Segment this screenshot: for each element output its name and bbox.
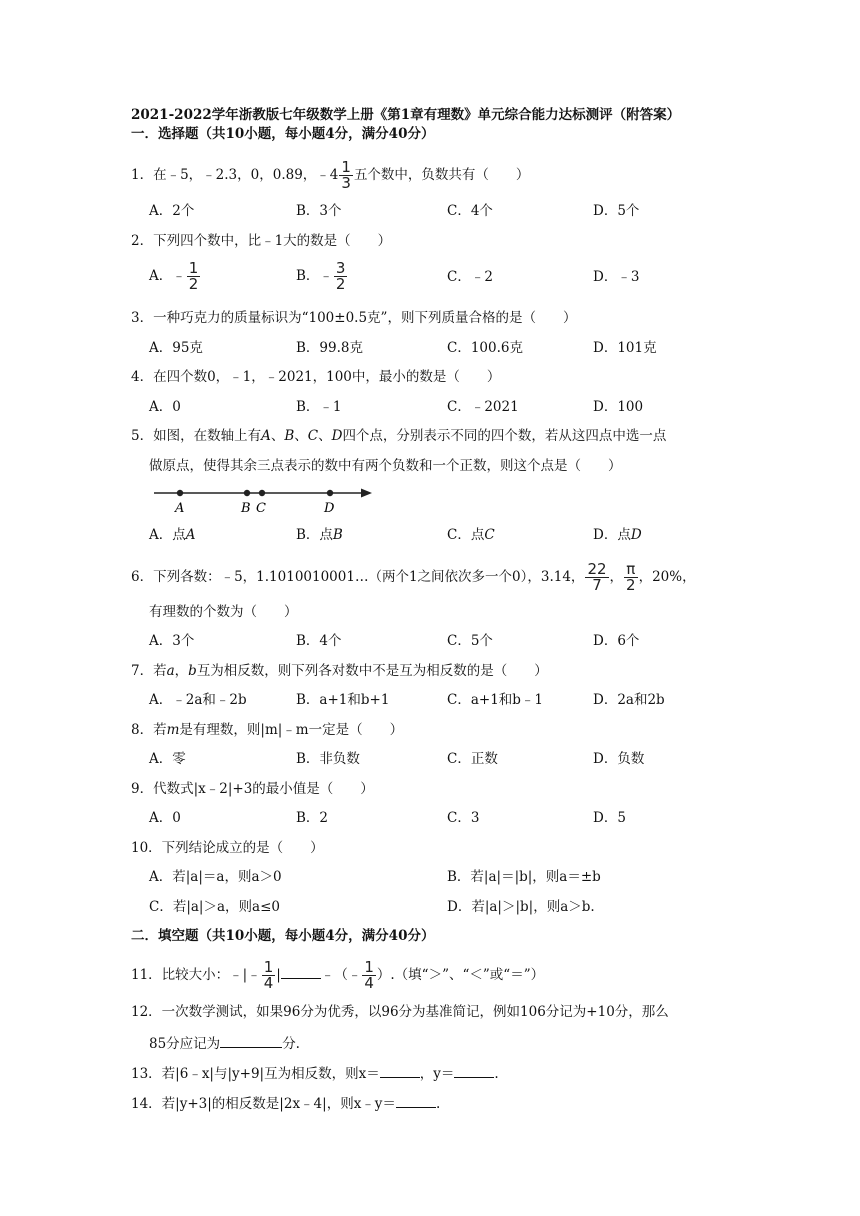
q5-point-c: C <box>307 428 319 444</box>
q11-stem-part1: 11．比较大小：﹣|﹣ <box>131 967 261 983</box>
q5-point-d: D <box>331 428 343 444</box>
q8-option-b[interactable]: B．非负数 <box>296 751 360 767</box>
q11-frac1-num: 1 <box>263 958 274 976</box>
q1-stem-part2: 五个数中，负数共有（ ） <box>353 167 530 183</box>
question-12-line1: 12．一次数学测试，如果96分为优秀，以96分为基准简记，例如106分记为+10分，那么 <box>131 1004 669 1020</box>
q2-a-num: 1 <box>188 259 199 277</box>
question-10: 10．下列结论成立的是（ ） <box>131 840 324 856</box>
q1-option-d[interactable]: D．5个 <box>593 203 640 219</box>
q2-b-num: 3 <box>335 259 346 277</box>
q8-stem-part1: 8．若 <box>131 722 167 738</box>
q14-stem-part2: . <box>435 1096 441 1112</box>
q3-option-c[interactable]: C．100.6克 <box>447 340 523 356</box>
q5-opt-a-prefix: A．点 <box>149 527 186 543</box>
question-5-line2: 做原点，使得其余三点表示的数中有两个负数和一个正数，则这个点是（ ） <box>149 458 622 474</box>
q9-option-a[interactable]: A．0 <box>149 810 181 826</box>
page-title: 2021-2022学年浙教版七年级数学上册《第1章有理数》单元综合能力达标测评（附答案） <box>131 107 681 123</box>
q6-frac2-num: π <box>626 560 636 578</box>
question-4: 4．在四个数0，﹣1，﹣2021，100中，最小的数是（ ） <box>131 369 501 385</box>
q7-option-b[interactable]: B．a+1和b+1 <box>296 692 390 708</box>
q6-comma: ， <box>609 569 624 585</box>
question-6-line2: 有理数的个数为（ ） <box>149 604 298 620</box>
q12-stem-part2: 分. <box>282 1036 300 1052</box>
q4-option-c[interactable]: C．﹣2021 <box>447 399 519 415</box>
q1-option-c[interactable]: C．4个 <box>447 203 493 219</box>
question-11 <box>131 960 544 991</box>
q6-frac1-num: 22 <box>587 560 607 578</box>
q13-stem-part3: . <box>494 1066 499 1082</box>
q11-fraction-2 <box>362 960 376 991</box>
q7-option-d[interactable]: D．2a和2b <box>593 692 665 708</box>
number-line-point-b <box>244 490 250 496</box>
q11-stem-part3: ）.（填“＞”、“＜”或“＝”） <box>376 967 545 983</box>
axis-label-c: C <box>256 501 266 516</box>
question-13 <box>131 1063 499 1083</box>
number-line-arrow <box>361 489 372 498</box>
q11-answer-blank[interactable] <box>281 964 321 979</box>
q6-option-b[interactable]: B．4个 <box>296 633 342 649</box>
q9-option-d[interactable]: D．5 <box>593 810 626 826</box>
q4-option-b[interactable]: B．﹣1 <box>296 399 342 415</box>
q5-sep2: 、 <box>294 428 308 444</box>
q2-option-d[interactable]: D．﹣3 <box>593 269 640 285</box>
q5-opt-a-letter: A <box>185 527 196 543</box>
q7-stem-part2: 互为相反数，则下列各对数中不是互为相反数的是（ ） <box>196 663 548 679</box>
q6-stem-part2: ，20%， <box>638 569 696 585</box>
q13-stem-part2: ，y＝ <box>419 1066 455 1082</box>
q5-sep3: 、 <box>318 428 332 444</box>
q2-b-den: 2 <box>335 275 346 293</box>
q6-frac2-den: 2 <box>626 576 636 594</box>
q3-option-d[interactable]: D．101克 <box>593 340 657 356</box>
q7-comma: ， <box>174 663 189 679</box>
q11-frac2-num: 1 <box>364 958 374 976</box>
q11-frac2-den: 4 <box>364 974 374 992</box>
question-2: 2．下列四个数中，比﹣1大的数是（ ） <box>131 233 392 249</box>
q5-option-a[interactable] <box>149 526 196 544</box>
q1-stem-part1: 1．在﹣5，﹣2.3，0，0.89，﹣4 <box>131 167 339 183</box>
q5-point-a: A <box>261 428 271 444</box>
question-8 <box>131 721 403 739</box>
number-line-figure <box>150 482 380 516</box>
q5-option-d[interactable] <box>593 526 642 544</box>
q2-option-c[interactable]: C．﹣2 <box>447 269 493 285</box>
q11-abs-close: | <box>276 967 281 983</box>
q5-opt-b-letter: B <box>332 527 343 543</box>
q11-frac1-den: 4 <box>263 974 274 992</box>
q13-answer-blank-y[interactable] <box>454 1063 494 1078</box>
question-9: 9．代数式|x﹣2|+3的最小值是（ ） <box>131 781 374 797</box>
q1-frac-num: 1 <box>341 158 351 176</box>
q1-frac-den: 3 <box>341 174 351 192</box>
q11-fraction-1 <box>262 960 276 991</box>
q8-option-d[interactable]: D．负数 <box>593 751 645 767</box>
axis-label-a: A <box>175 501 185 516</box>
q5-opt-d-prefix: D．点 <box>593 527 631 543</box>
q3-option-b[interactable]: B．99.8克 <box>296 340 363 356</box>
q8-option-a[interactable]: A．零 <box>149 751 186 767</box>
q5-option-b[interactable] <box>296 526 343 544</box>
q5-opt-d-letter: D <box>630 527 642 543</box>
q6-option-c[interactable]: C．5个 <box>447 633 493 649</box>
q8-option-c[interactable]: C．正数 <box>447 751 498 767</box>
question-12-line2 <box>149 1033 300 1053</box>
q10-option-c[interactable]: C．若|a|＞a，则a≤0 <box>149 899 280 915</box>
q13-stem-part1: 13．若|6﹣x|与|y+9|互为相反数，则x＝ <box>131 1066 380 1082</box>
q5-opt-b-prefix: B．点 <box>296 527 333 543</box>
q2-option-b[interactable] <box>296 261 348 292</box>
q6-fraction-pi-2 <box>624 562 638 593</box>
q6-fraction-22-7 <box>585 562 608 593</box>
q2-option-b-fraction <box>334 261 348 292</box>
q7-option-c[interactable]: C．a+1和b﹣1 <box>447 692 544 708</box>
q7-var-a: a <box>166 663 175 679</box>
q5-sep1: 、 <box>270 428 285 444</box>
q14-stem-part1: 14．若|y+3|的相反数是|2x﹣4|，则x﹣y＝ <box>131 1096 396 1112</box>
q9-option-b[interactable]: B．2 <box>296 810 329 826</box>
number-line-point-d <box>327 490 333 496</box>
q3-option-a[interactable]: A．95克 <box>149 340 203 356</box>
q4-option-d[interactable]: D．100 <box>593 399 644 415</box>
q4-option-a[interactable]: A．0 <box>149 399 181 415</box>
section-heading-choice: 一．选择题（共10小题，每小题4分，满分40分） <box>131 126 435 142</box>
question-1 <box>131 160 529 191</box>
question-5-line1 <box>131 427 666 445</box>
q11-stem-part2: ﹣（﹣ <box>320 967 362 983</box>
q6-option-a[interactable]: A．3个 <box>149 633 195 649</box>
q2-option-a-prefix: A．﹣ <box>149 268 186 284</box>
axis-label-b: B <box>241 501 251 516</box>
q8-stem-part2: 是有理数，则|m|﹣m一定是（ ） <box>179 722 404 738</box>
q1-option-a[interactable]: A．2个 <box>149 203 195 219</box>
question-7 <box>131 662 548 680</box>
q1-option-b[interactable]: B．3个 <box>296 203 342 219</box>
q1-fraction <box>339 160 353 191</box>
number-line-point-a <box>177 490 183 496</box>
q5-point-b: B <box>284 428 295 444</box>
q2-a-den: 2 <box>188 275 199 293</box>
q10-option-d[interactable]: D．若|a|＞|b|，则a＞b. <box>447 899 595 915</box>
q2-option-b-prefix: B．﹣ <box>296 268 333 284</box>
q8-var-m: m <box>166 722 180 738</box>
question-3: 3．一种巧克力的质量标识为“100±0.5克”，则下列质量合格的是（ ） <box>131 310 577 326</box>
q2-option-a[interactable] <box>149 261 201 292</box>
question-6-line1 <box>131 562 696 593</box>
q12-stem-part1: 85分应记为 <box>149 1036 221 1052</box>
q10-option-a[interactable]: A．若|a|＝a，则a＞0 <box>149 869 282 885</box>
q13-answer-blank-x[interactable] <box>380 1063 420 1078</box>
q6-option-d[interactable]: D．6个 <box>593 633 640 649</box>
section-heading-fill: 二．填空题（共10小题，每小题4分，满分40分） <box>131 928 435 944</box>
axis-label-d: D <box>324 501 335 516</box>
q7-stem-part1: 7．若 <box>131 663 167 679</box>
q12-answer-blank[interactable] <box>220 1033 282 1048</box>
q2-option-a-fraction <box>187 261 201 292</box>
q6-frac1-den: 7 <box>585 577 608 593</box>
q5-option-c[interactable] <box>447 526 495 544</box>
question-14 <box>131 1093 440 1113</box>
q7-option-a[interactable]: A．﹣2a和﹣2b <box>149 692 247 708</box>
q5-opt-c-prefix: C．点 <box>447 527 485 543</box>
q5-stem-part2: 四个点，分别表示不同的四个数，若从这四点中选一点 <box>342 428 667 444</box>
q5-stem-part1: 5．如图，在数轴上有 <box>131 428 262 444</box>
number-line-point-c <box>259 490 265 496</box>
q6-stem-part1: 6．下列各数：﹣5，1.1010010001…（两个1之间依次多一个0），3.14， <box>131 569 585 585</box>
q14-answer-blank[interactable] <box>396 1093 436 1108</box>
q9-option-c[interactable]: C．3 <box>447 810 480 826</box>
q5-opt-c-letter: C <box>484 527 495 543</box>
q10-option-b[interactable]: B．若|a|＝|b|，则a＝±b <box>447 869 601 885</box>
q7-var-b: b <box>188 663 197 679</box>
